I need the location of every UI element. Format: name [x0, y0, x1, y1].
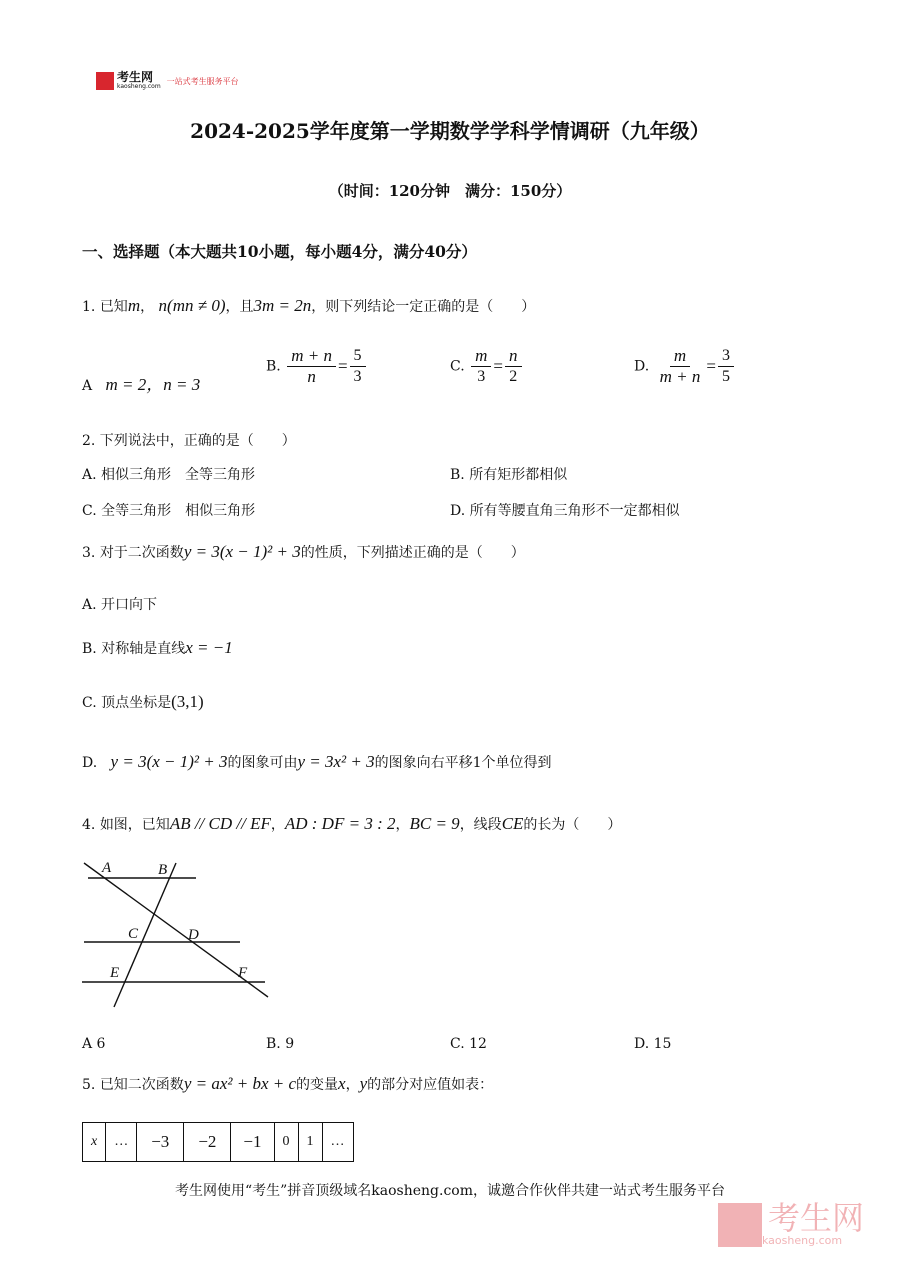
- page-footer: 考生网使用“考生”拼音顶级域名kaosheng.com，诚邀合作伙伴共建一站式考生服务平台: [174, 1183, 726, 1199]
- q1-d-frac: [656, 346, 705, 387]
- q3-c-expr: (3,1): [171, 692, 204, 711]
- table-cell: −1: [231, 1123, 274, 1162]
- table-cell: −2: [184, 1123, 231, 1162]
- q3-option-c: [82, 692, 204, 712]
- label-f: F: [238, 965, 248, 981]
- q3-b-text: B. 对称轴是直线: [82, 641, 186, 657]
- q3-expr: y = 3(x − 1)² + 3: [183, 542, 301, 561]
- q2-option-d: D. 所有等腰直角三角形不一定都相似: [450, 503, 680, 519]
- q3-option-d: [82, 752, 552, 772]
- question-1-stem: [82, 296, 535, 316]
- table-cell: 1: [298, 1123, 322, 1162]
- q4-text-mid: ，线段: [459, 817, 502, 833]
- q1-number: 1.: [82, 299, 96, 315]
- q3-option-a: A. 开口向下: [82, 597, 158, 613]
- q1-option-d: D. $\frac{m}{m + n}$ = $\frac{3}{5}$: [634, 346, 736, 387]
- q4-comma-1: ，: [270, 817, 285, 833]
- q4-number: 4.: [82, 817, 96, 833]
- table-cell: …: [322, 1123, 353, 1162]
- q1-d-label: D.: [634, 358, 650, 375]
- q1-text-mid: ，且: [225, 299, 254, 315]
- q2-option-b: B. 所有矩形都相似: [450, 467, 568, 483]
- q1-option-b: B. $\frac{m + n}{n}$ = $\frac{5}{3}$: [266, 346, 368, 387]
- q3-d-expr1: y = 3(x − 1)² + 3: [110, 752, 228, 771]
- logo-text: [117, 72, 161, 90]
- line-bce: [114, 863, 176, 1007]
- q4-expr-bc: BC = 9: [409, 814, 460, 833]
- q4-comma-2: ，: [395, 817, 410, 833]
- q4-expr-ratio: AD : DF = 3 : 2: [284, 814, 396, 833]
- q5-comma: ，: [345, 1077, 360, 1093]
- q1-d-rden: 5: [721, 368, 730, 385]
- q1-option-a: [82, 370, 200, 395]
- watermark-text: [762, 1199, 865, 1247]
- q1-d-rnum: 3: [718, 346, 734, 367]
- table-cell: −3: [137, 1123, 184, 1162]
- q1-c-label: C.: [450, 358, 465, 375]
- logo-icon: [96, 72, 114, 90]
- q3-d-label: D.: [82, 755, 98, 771]
- q1-c-num: m: [471, 346, 491, 367]
- q4-option-d: D. 15: [634, 1036, 672, 1052]
- watermark-logo-icon: [718, 1203, 762, 1247]
- q3-number: 3.: [82, 545, 96, 561]
- q1-b-num: m + n: [287, 346, 336, 367]
- label-c: C: [128, 926, 139, 942]
- logo-brand: 考生网: [117, 70, 154, 84]
- q5-text: 已知二次函数: [99, 1077, 184, 1093]
- question-2-stem: 2. 下列说法中，正确的是（ ）: [82, 433, 296, 449]
- q3-text-post: 的性质，下列描述正确的是（ ）: [300, 545, 525, 561]
- question-5-stem: [82, 1074, 493, 1094]
- q1-b-den: n: [307, 367, 316, 386]
- q3-d-expr2: y = 3x² + 3: [297, 752, 375, 771]
- label-b: B: [158, 862, 168, 878]
- brand-logo: [96, 72, 239, 90]
- q5-number: 5.: [82, 1077, 96, 1093]
- q4-expr-parallel: AB // CD // EF: [169, 814, 271, 833]
- q1-a-expr: m = 2，n = 3: [105, 375, 201, 394]
- q1-d-den: m + n: [659, 367, 701, 386]
- logo-url: kaosheng.com: [117, 83, 161, 90]
- q3-option-b: [82, 638, 233, 658]
- table-row: [83, 1123, 354, 1162]
- q1-d-rfrac: [718, 346, 734, 387]
- q4-option-b: B. 9: [266, 1036, 295, 1052]
- q4-figure: [80, 855, 280, 1015]
- q3-d-post: 的图象向右平移1个单位得到: [374, 755, 552, 771]
- page-title: 2024-2025学年度第一学期数学学科学情调研（九年级）: [190, 119, 710, 143]
- q1-c-rfrac: [505, 346, 522, 387]
- q5-value-table: [82, 1122, 354, 1162]
- q5-expr: y = ax² + bx + c: [183, 1074, 297, 1093]
- q1-option-c: C. $\frac{m}{3}$ = $\frac{n}{2}$: [450, 346, 524, 387]
- q2-option-a: A. 相似三角形 全等三角形: [82, 467, 256, 483]
- q1-comma: ，: [140, 299, 155, 315]
- q1-condition: (mn ≠ 0): [167, 296, 226, 315]
- q4-option-a: A 6: [82, 1036, 106, 1052]
- q2-option-c: C. 全等三角形 相似三角形: [82, 503, 256, 519]
- label-e: E: [110, 965, 120, 981]
- q1-c-den: 3: [477, 368, 486, 385]
- q1-b-rden: 3: [353, 368, 362, 385]
- q1-equation: 3m = 2n: [253, 296, 312, 315]
- table-cell: x: [83, 1123, 106, 1162]
- q1-text: 已知: [99, 299, 128, 315]
- q3-c-text: C. 顶点坐标是: [82, 695, 172, 711]
- question-4-stem: [82, 814, 621, 834]
- q1-b-frac: [287, 346, 336, 387]
- section-heading: 一、选择题（本大题共10小题，每小题4分，满分40分）: [82, 242, 477, 261]
- q1-b-rnum: 5: [350, 346, 366, 367]
- q1-c-frac: [471, 346, 491, 387]
- q1-d-num: m: [670, 346, 690, 367]
- watermark-url: kaosheng.com: [762, 1234, 843, 1247]
- q4-text-post: 的长为（ ）: [523, 817, 622, 833]
- q4-text: 如图，已知: [99, 817, 170, 833]
- q1-b-label: B.: [266, 358, 281, 375]
- q1-c-rden: 2: [509, 368, 518, 385]
- q5-var-x: x: [338, 1074, 346, 1093]
- label-a: A: [102, 860, 112, 876]
- table-cell: …: [106, 1123, 137, 1162]
- q5-text-post: 的部分对应值如表：: [367, 1077, 494, 1093]
- q1-n: n: [158, 296, 168, 315]
- q5-var-y: y: [359, 1074, 368, 1093]
- q4-expr-ce: CE: [501, 814, 524, 833]
- q1-c-rnum: n: [505, 346, 522, 367]
- logo-slogan: 一站式考生服务平台: [166, 76, 239, 86]
- q3-b-expr: x = −1: [185, 638, 233, 657]
- watermark: [718, 1199, 865, 1247]
- watermark-brand: 考生网: [768, 1199, 865, 1237]
- q1-a-label: A: [82, 378, 93, 394]
- q1-text-post: ，则下列结论一定正确的是（ ）: [311, 299, 536, 315]
- table-cell: 0: [274, 1123, 298, 1162]
- q1-m: m: [127, 296, 141, 315]
- q5-text-mid: 的变量: [296, 1077, 339, 1093]
- q3-text: 对于二次函数: [99, 545, 184, 561]
- q4-option-c: C. 12: [450, 1036, 487, 1052]
- q1-b-rfrac: [350, 346, 366, 387]
- label-d: D: [188, 927, 199, 943]
- exam-info: （时间：120分钟 满分：150分）: [328, 182, 572, 200]
- q3-d-mid: 的图象可由: [227, 755, 298, 771]
- question-3-stem: [82, 542, 525, 562]
